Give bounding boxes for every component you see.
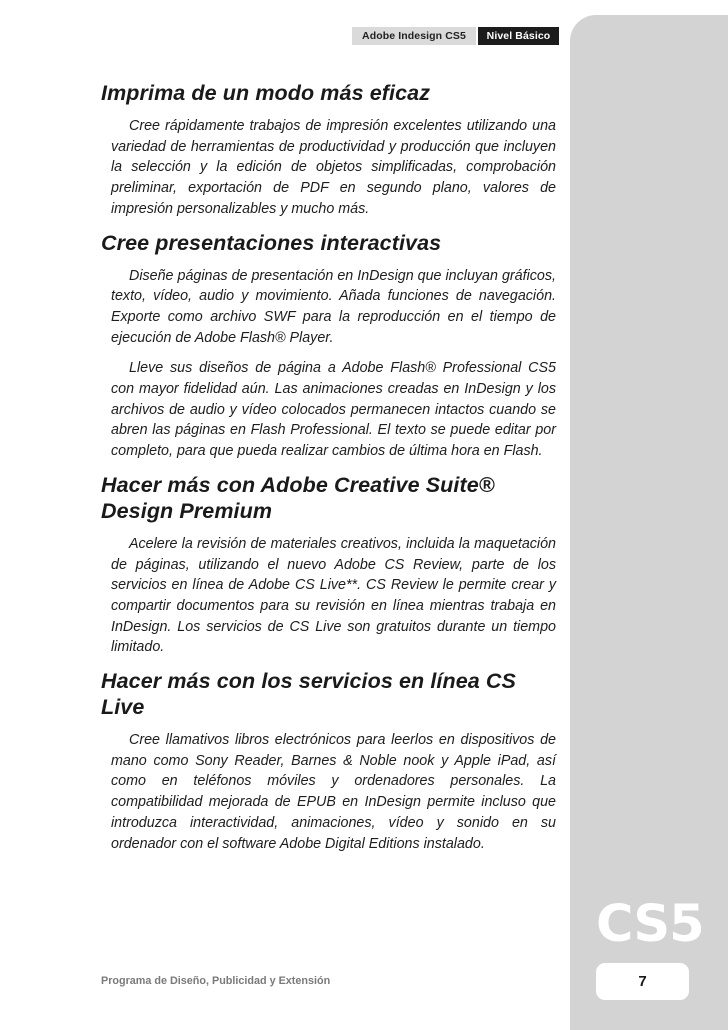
main-content (101, 80, 556, 854)
section-title-print: Imprima de un modo más eficaz (101, 81, 431, 105)
section-title-creative-suite: Hacer más con Adobe Creative Suite® Design Premium (101, 472, 495, 523)
section-paragraph: Acelere la revisión de materiales creativos, incluida la maquetación de páginas, utilizando el nuevo Adobe CS Review, parte de los servicios en línea de Adobe CS Live**. CS Review le permite crear y compartir documentos para su revisión en línea mientras trabaja en InDesign. Los servicios de CS Live son gratuitos durante un tiempo limitado. (111, 535, 556, 656)
sidebar-panel (570, 15, 728, 1030)
section-paragraph: Diseñe páginas de presentación en InDesign que incluyan gráficos, texto, vídeo, audio y movimiento. Añada funciones de navegación. Exporte como archivo SWF para la reproducción en el tiempo de ejecución de Adobe Flash® Player. (111, 267, 556, 346)
section-paragraph: Cree llamativos libros electrónicos para leerlos en dispositivos de mano como Sony Reader, Barnes & Noble nook y Apple iPad, así como en teléfonos móviles y ordenadores personales. La compatibilidad mejorada de EPUB en InDesign permite incluso que introduzca interactividad, animaciones, vídeo y sonido en su ordenador con el software Adobe Digital Editions instalado. (111, 732, 556, 852)
section-paragraph: Cree rápidamente trabajos de impresión excelentes utilizando una variedad de herramientas de productividad y producción que incluyen la selección y la edición de objetos simplificadas, comprobación preliminar, exportación de PDF en segundo plano, valores de impresión personalizables y mucho más. (111, 118, 556, 217)
page-number: 7 (596, 963, 689, 1000)
footer-text: Programa de Diseño, Publicidad y Extensión (101, 975, 331, 987)
section-paragraph: Lleve sus diseños de página a Adobe Flash® Professional CS5 con mayor fidelidad aún. Las animaciones creadas en InDesign y los archivos de audio y vídeo colocados permanecen intactos cuando se abren las páginas en Flash Professional. El texto se puede editar por completo, para que pueda realizar cambios de última hora en Flash. (111, 360, 556, 460)
header-course-tab: Adobe Indesign CS5 (352, 27, 476, 45)
section-title-presentations: Cree presentaciones interactivas (101, 230, 442, 255)
header-level-tab: Nivel Básico (478, 27, 559, 45)
cs5-logo: CS5 (596, 895, 704, 954)
section-title-cs-live: Hacer más con los servicios en línea CS Live (101, 669, 516, 720)
